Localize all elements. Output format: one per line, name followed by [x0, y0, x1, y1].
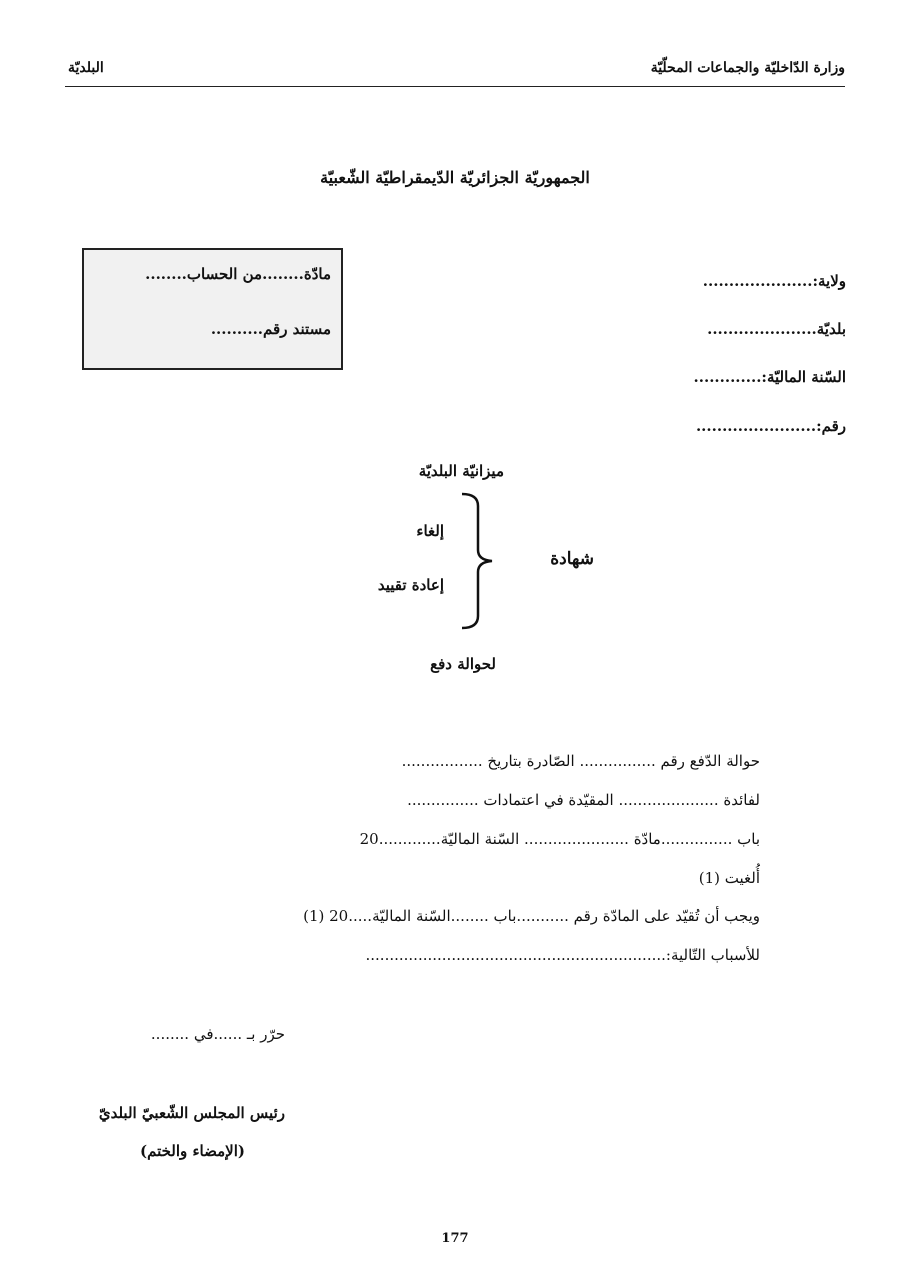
curly-brace-icon	[458, 492, 498, 630]
body-line-1: حوالة الدّفع رقم ................ الصّادرة بتاريخ .................	[401, 752, 760, 770]
cancel-option: إلغاء	[416, 522, 444, 540]
wilaya-field: ولاية:.....................	[702, 272, 846, 290]
place-date-line: حرّر بـ ......في ........	[150, 1025, 285, 1043]
body-line-3: باب ...............مادّة ...................... السّنة الماليّة.............20	[359, 830, 760, 848]
republic-title: الجمهوريّة الجزائريّة الدّيمقراطيّة الشّعبيّة	[320, 168, 590, 187]
body-line-4: أُلغيت (1)	[698, 869, 760, 887]
payment-order-label: لحوالة دفع	[430, 655, 496, 673]
signature-stamp-label: (الإمضاء والختم)	[140, 1142, 245, 1160]
signer-title: رئيس المجلس الشّعبيّ البلديّ	[98, 1104, 285, 1122]
municipality-header: البلديّة	[68, 60, 104, 76]
account-box-line2: مستند رقم..........	[210, 320, 331, 338]
reassign-option: إعادة تقييد	[377, 576, 444, 594]
page-number: 177	[441, 1231, 469, 1246]
ministry-header: وزارة الدّاخليّة والجماعات المحلّيّة	[650, 60, 845, 76]
body-line-5: ويجب أن تُقيّد على المادّة رقم ...........باب ........السّنة الماليّة.....20 (1)	[303, 907, 760, 925]
account-box	[82, 248, 343, 370]
number-field: رقم:.......................	[695, 417, 846, 435]
header-divider	[65, 86, 845, 87]
body-line-2: لفائدة ..................... المقيّدة في اعتمادات ...............	[407, 791, 760, 809]
certificate-word: شهادة	[550, 549, 594, 569]
body-line-6: للأسباب التّالية:...............................................................	[365, 946, 760, 964]
budget-label: ميزانيّة البلديّة	[418, 462, 504, 480]
fiscal-year-field: السّنة الماليّة:.............	[693, 368, 846, 386]
baladiya-field: بلديّة.....................	[707, 320, 846, 338]
account-box-line1: مادّة........من الحساب........	[145, 265, 331, 283]
